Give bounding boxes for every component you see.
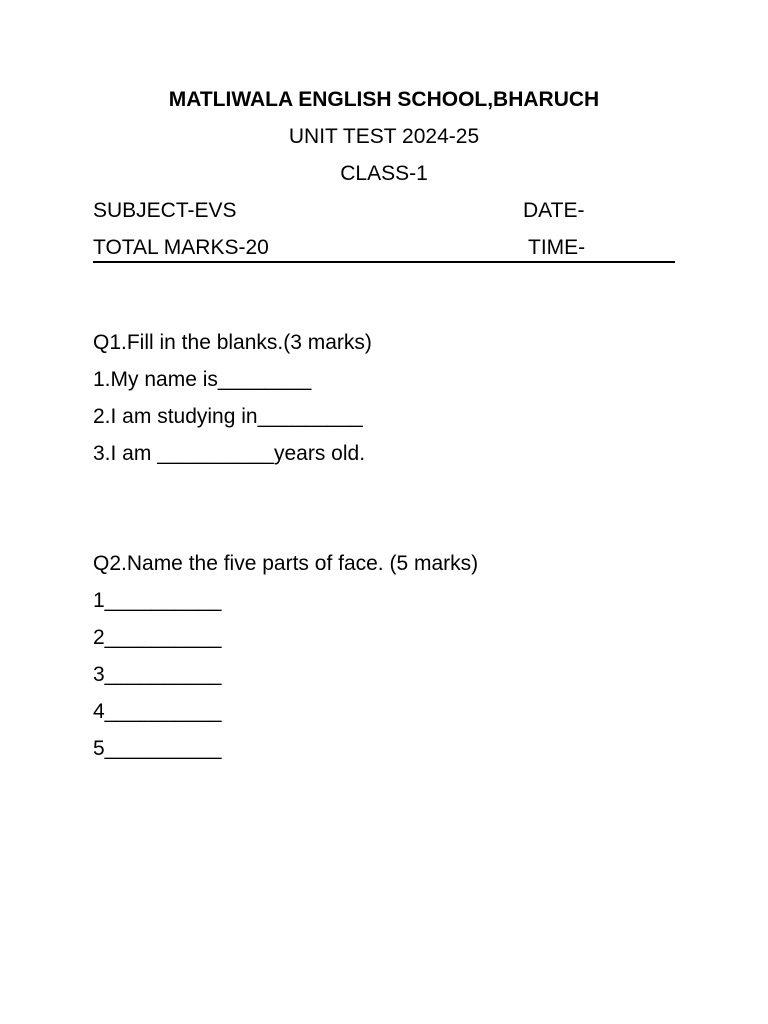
test-title: UNIT TEST 2024-25: [288, 125, 480, 148]
question-1-item: 3.I am __________years old.: [93, 442, 366, 465]
question-1-title: Q1.Fill in the blanks.(3 marks): [93, 331, 372, 354]
school-name: MATLIWALA ENGLISH SCHOOL,BHARUCH: [168, 88, 600, 111]
question-2-item: 5__________: [93, 737, 222, 760]
date-label: DATE-: [523, 199, 585, 222]
question-1-item: 2.I am studying in_________: [93, 405, 363, 428]
class-label: CLASS-1: [340, 162, 428, 185]
total-marks-label: TOTAL MARKS-20: [93, 236, 269, 259]
question-2-item: 2__________: [93, 626, 222, 649]
question-1-item: 1.My name is________: [93, 368, 312, 391]
question-2-item: 3__________: [93, 663, 222, 686]
question-2-item: 4__________: [93, 700, 222, 723]
subject-label: SUBJECT-EVS: [93, 199, 237, 222]
time-label: TIME-: [528, 236, 586, 259]
question-2-title: Q2.Name the five parts of face. (5 marks): [93, 552, 479, 575]
question-2-item: 1__________: [93, 589, 222, 612]
header-divider: [93, 261, 675, 263]
